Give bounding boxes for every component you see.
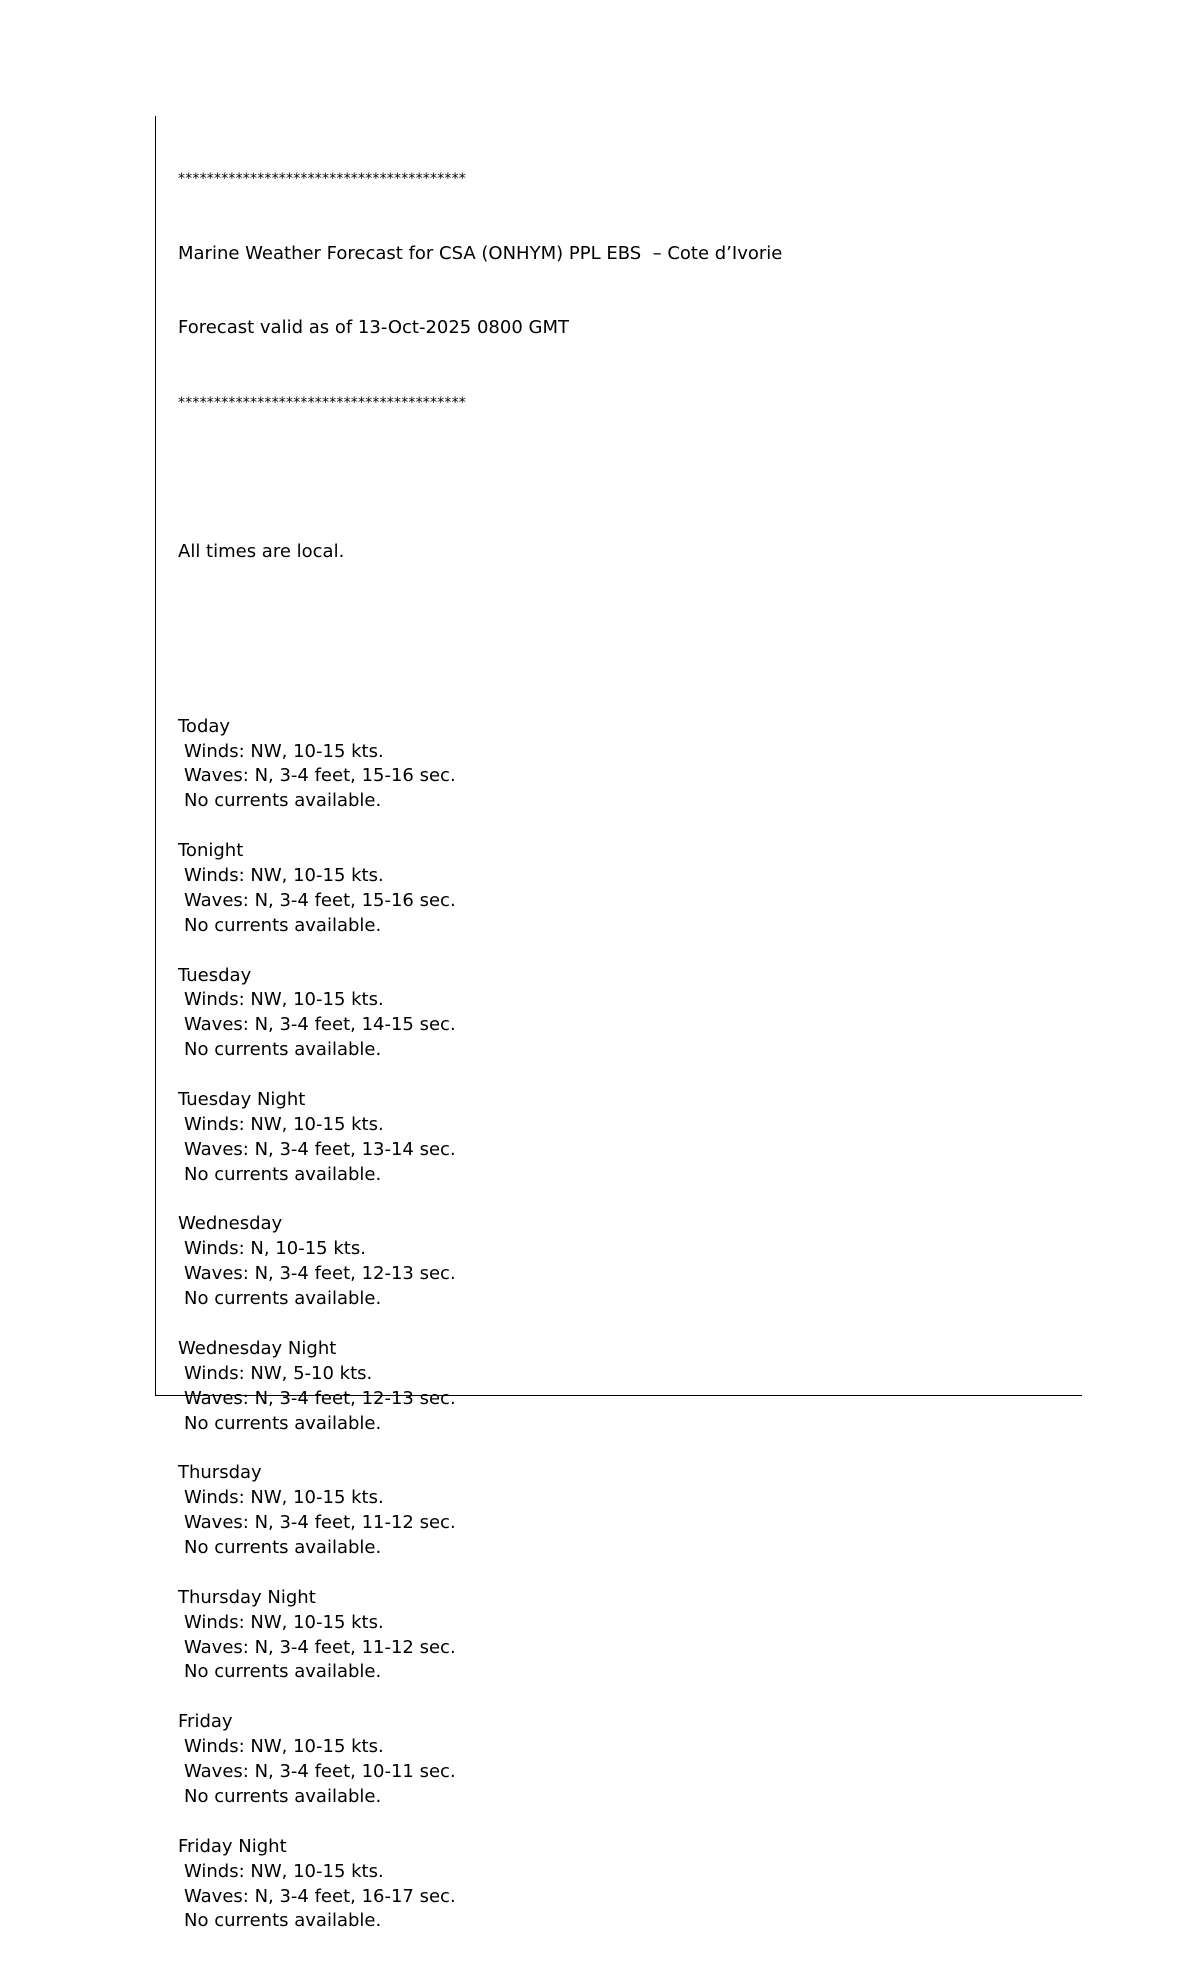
- period-currents: No currents available.: [184, 1785, 382, 1807]
- forecast-period: [178, 1461, 782, 1585]
- period-name: Tonight: [178, 840, 244, 862]
- forecast-period: [178, 1835, 782, 1959]
- period-name: Wednesday Night: [178, 1337, 337, 1359]
- period-winds: Winds: NW, 10-15 kts.: [184, 864, 384, 886]
- period-currents: No currents available.: [184, 1412, 382, 1434]
- period-winds: Winds: NW, 10-15 kts.: [184, 1611, 384, 1633]
- period-winds: Winds: NW, 10-15 kts.: [184, 1860, 384, 1882]
- period-name: Friday Night: [178, 1835, 287, 1857]
- forecast-title: Marine Weather Forecast for CSA (ONHYM) PPL EBS – Cote d’Ivorie: [178, 242, 783, 264]
- period-waves: Waves: N, 3-4 feet, 10-11 sec.: [184, 1761, 456, 1783]
- period-waves: Waves: N, 3-4 feet, 11-12 sec.: [184, 1636, 456, 1658]
- forecast-valid-time: Forecast valid as of 13-Oct-2025 0800 GMT: [178, 317, 569, 339]
- forecast-periods: [178, 715, 782, 1960]
- period-waves: Waves: N, 3-4 feet, 15-16 sec.: [184, 889, 456, 911]
- forecast-period: [178, 964, 782, 1088]
- header-stars-top: ****************************************: [178, 170, 466, 187]
- period-waves: Waves: N, 3-4 feet, 15-16 sec.: [184, 765, 456, 787]
- period-currents: No currents available.: [184, 1288, 382, 1310]
- period-waves: Waves: N, 3-4 feet, 16-17 sec.: [184, 1885, 456, 1907]
- period-winds: Winds: NW, 5-10 kts.: [184, 1362, 373, 1384]
- period-waves: Waves: N, 3-4 feet, 12-13 sec.: [184, 1387, 456, 1409]
- period-currents: No currents available.: [184, 1910, 382, 1932]
- period-currents: No currents available.: [184, 1537, 382, 1559]
- period-name: Thursday: [178, 1462, 262, 1484]
- forecast-period: [178, 1586, 782, 1710]
- period-currents: No currents available.: [184, 914, 382, 936]
- period-waves: Waves: N, 3-4 feet, 14-15 sec.: [184, 1014, 456, 1036]
- period-name: Tuesday: [178, 964, 252, 986]
- period-winds: Winds: NW, 10-15 kts.: [184, 989, 384, 1011]
- forecast-document: [178, 117, 782, 1984]
- period-waves: Waves: N, 3-4 feet, 11-12 sec.: [184, 1512, 456, 1534]
- forecast-period: [178, 1212, 782, 1336]
- period-winds: Winds: NW, 10-15 kts.: [184, 1487, 384, 1509]
- period-name: Tuesday Night: [178, 1089, 306, 1110]
- forecast-period: [178, 1088, 782, 1212]
- period-currents: No currents available.: [184, 1039, 382, 1061]
- forecast-period: [178, 1710, 782, 1834]
- period-waves: Waves: N, 3-4 feet, 13-14 sec.: [184, 1138, 456, 1160]
- period-winds: Winds: NW, 10-15 kts.: [184, 740, 384, 762]
- period-name: Wednesday: [178, 1213, 283, 1235]
- period-winds: Winds: NW, 10-15 kts.: [184, 1113, 384, 1135]
- period-currents: No currents available.: [184, 1661, 382, 1683]
- period-winds: Winds: NW, 10-15 kts.: [184, 1736, 384, 1758]
- forecast-period: [178, 839, 782, 963]
- period-name: Friday: [178, 1711, 233, 1733]
- period-name: Today: [178, 715, 231, 737]
- forecast-period: [178, 715, 782, 839]
- period-currents: No currents available.: [184, 790, 382, 812]
- forecast-period: [178, 1337, 782, 1461]
- time-note: All times are local.: [178, 541, 345, 563]
- period-name: Thursday Night: [178, 1586, 316, 1608]
- period-currents: No currents available.: [184, 1163, 382, 1185]
- header-stars-bottom: ****************************************: [178, 394, 466, 411]
- period-winds: Winds: N, 10-15 kts.: [184, 1238, 366, 1260]
- period-waves: Waves: N, 3-4 feet, 12-13 sec.: [184, 1263, 456, 1285]
